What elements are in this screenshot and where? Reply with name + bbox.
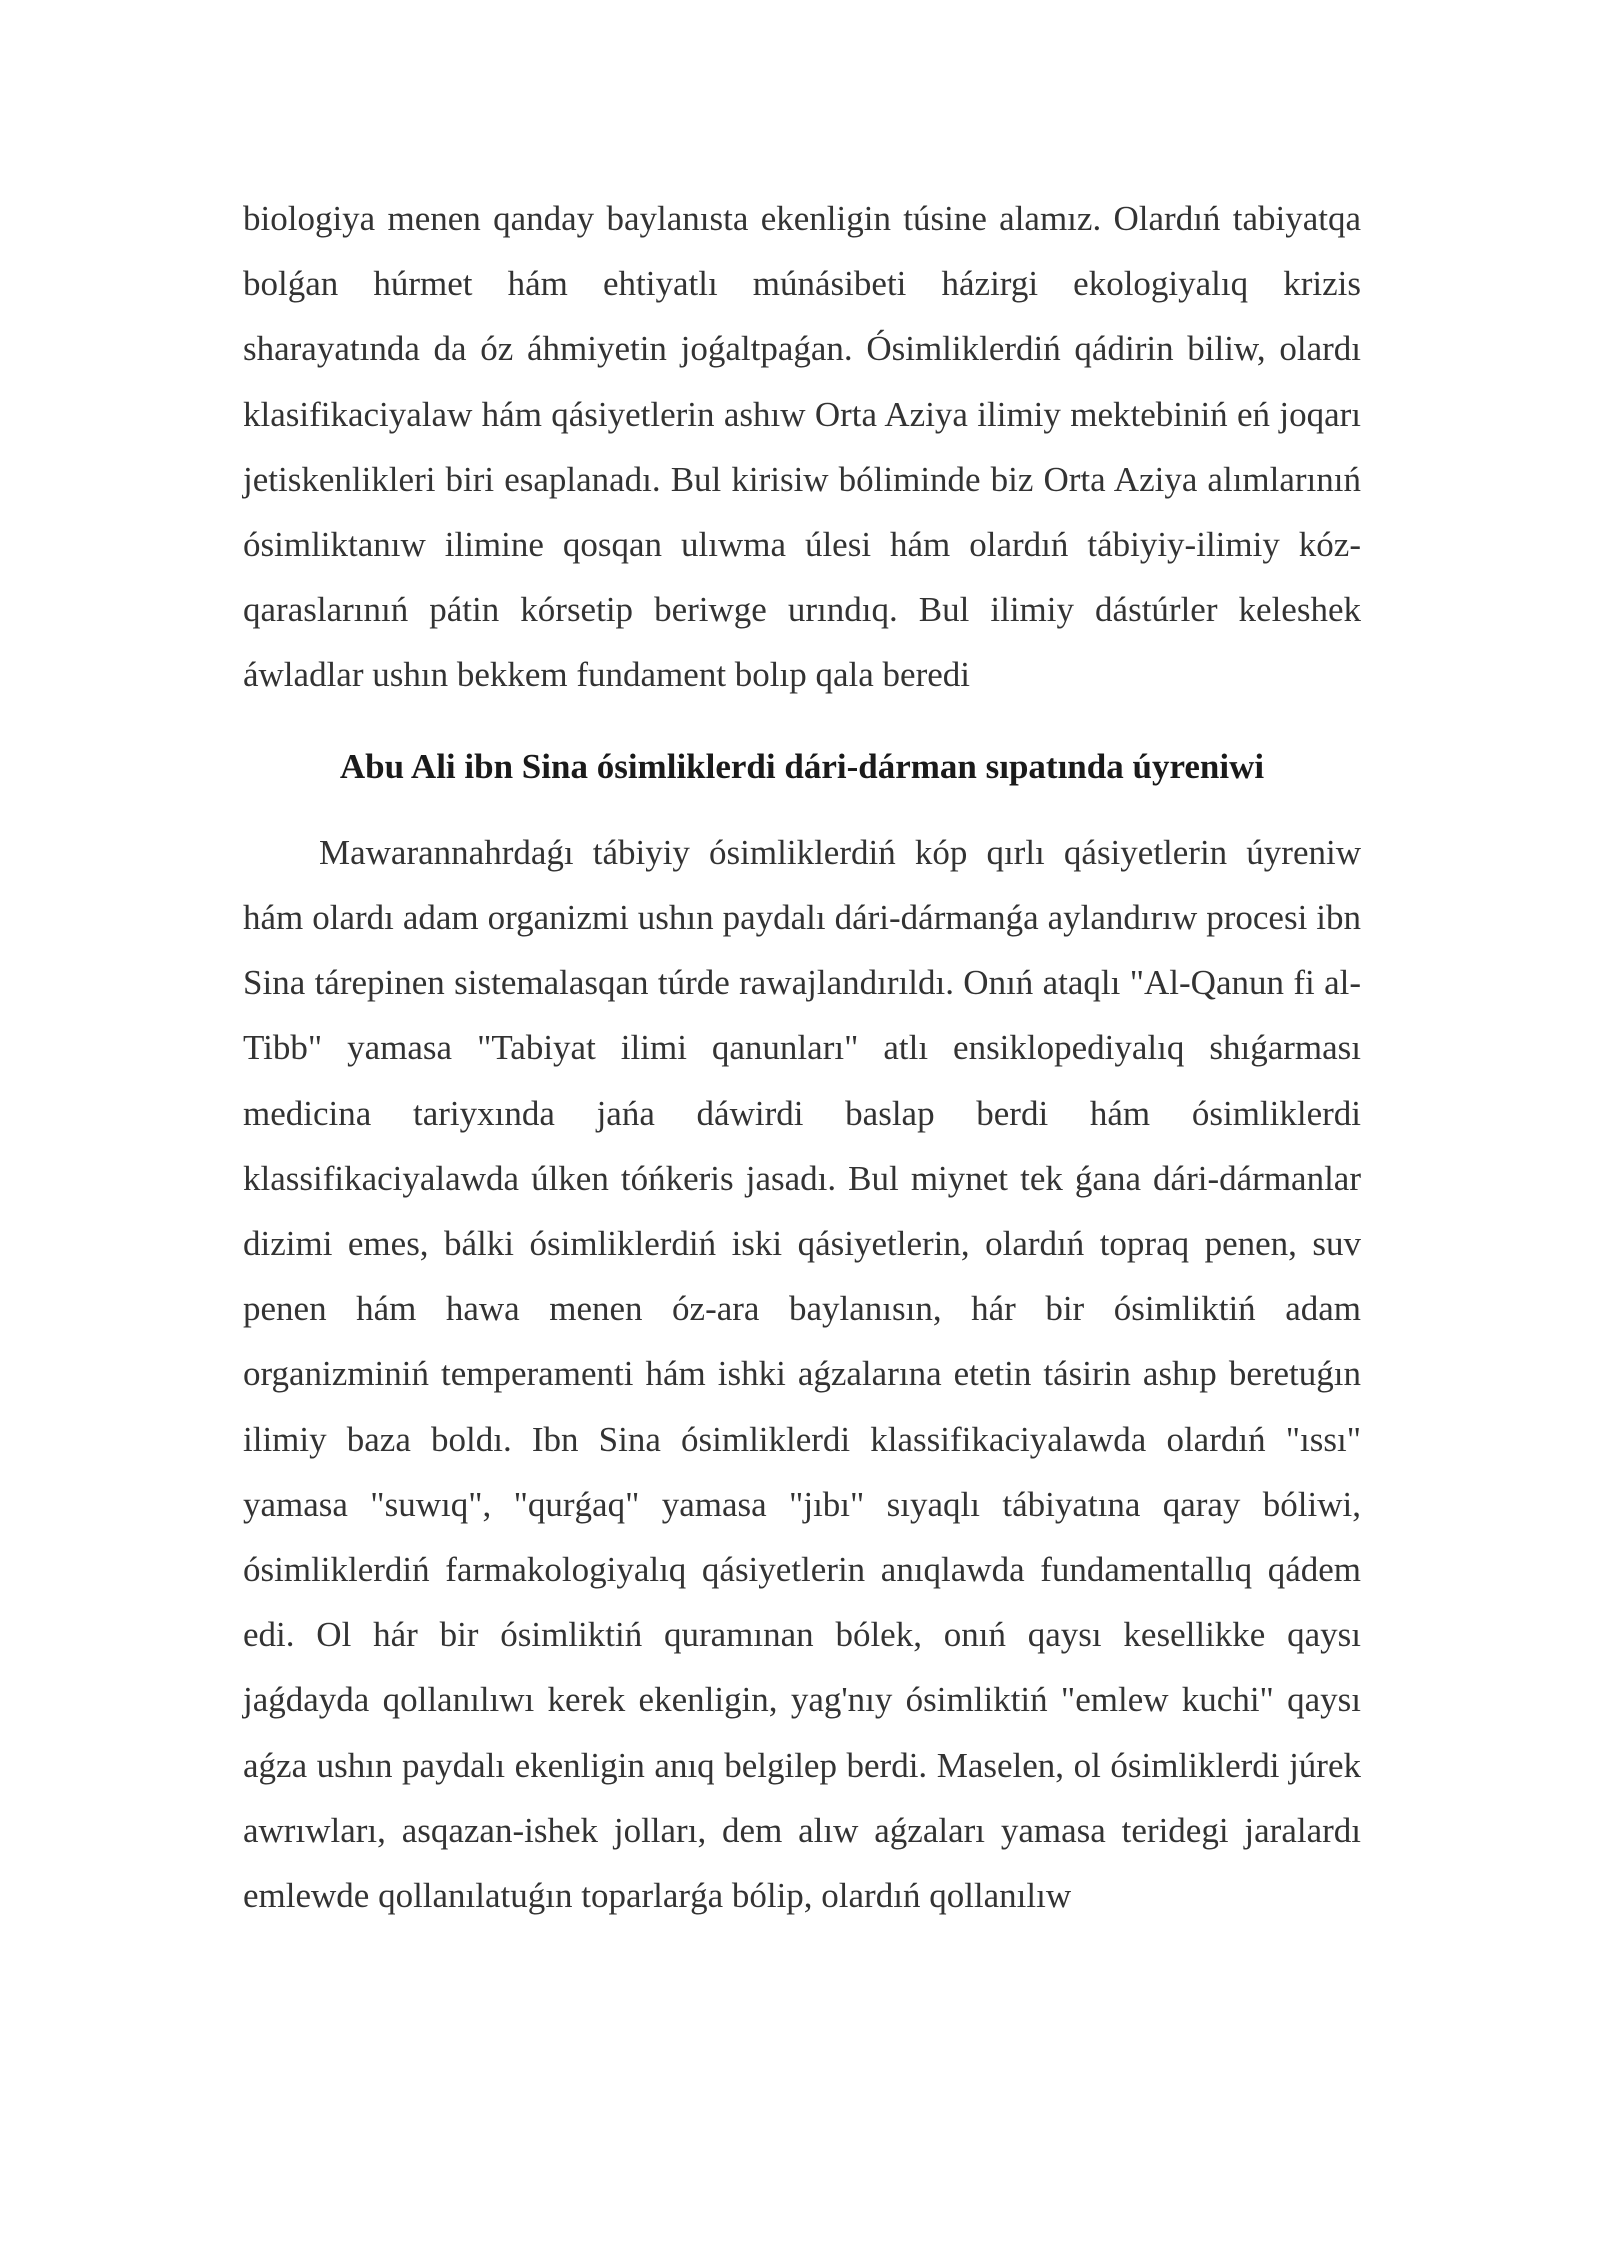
text-column (243, 186, 1361, 1928)
intro-paragraph: biologiya menen qanday baylanısta ekenligin túsine alamız. Olardıń tabiyatqa bolǵan húrmet hám ehtiyatlı múnásibeti házirgi ekologiyalıq krizis sharayatında da óz áhmiyetin joǵaltpaǵan. Ósimliklerdiń qádirin biliw, olardı klasifikaciyalaw hám qásiyetlerin ashıw Orta Aziya ilimiy mektebiniń eń joqarı jetiskenlikleri biri esaplanadı. Bul kirisiw bóliminde biz Orta Aziya alımlarınıń ósimliktanıw ilimine qosqan ulıwma úlesi hám olardıń tábiyiy-ilimiy kóz-qaraslarınıń pátin kórsetip beriwge urındıq. Bul ilimiy dástúrler keleshek áwladlar ushın bekkem fundament bolıp qala beredi (243, 199, 1361, 695)
section-paragraph: Mawarannahrdaǵı tábiyiy ósimliklerdiń kóp qırlı qásiyetlerin úyreniw hám olardı adam organizmi ushın paydalı dári-dármanǵa aylandırıw procesi ibn Sina tárepinen sistemalasqan túrde rawajlandırıldı. Onıń ataqlı "Al-Qanun fi al-Tibb" yamasa "Tabiyat ilimi qanunları" atlı ensiklopediyalıq shıǵarması medicina tariyxında jańa dáwirdi baslap berdi hám ósimliklerdi klassifikaciyalawda úlken tóńkeris jasadı. Bul miynet tek ǵana dári-dármanlar dizimi emes, bálki ósimliklerdiń iski qásiyetlerin, olardıń topraq penen, suv penen hám hawa menen óz-ara baylanısın, hár bir ósimliktiń adam organizminiń temperamenti hám ishki aǵzalarına etetin tásirin ashıp beretuǵın ilimiy baza boldı. Ibn Sina ósimliklerdi klassifikaciyalawda olardıń "ıssı" yamasa "suwıq", "qurǵaq" yamasa "jıbı" sıyaqlı tábiyatına qaray bóliwi, ósimliklerdiń farmakologiyalıq qásiyetlerin anıqlawda fundamentallıq qádem edi. Ol hár bir ósimliktiń quramınan bólek, onıń qaysı kesellikke qaysı jaǵdayda qollanılıwı kerek ekenligin, yag'nıy ósimliktiń "emlew kuchi" qaysı aǵza ushın paydalı ekenligin anıq belgilep berdi. Maselen, ol ósimliklerdi júrek awrıwları, asqazan-ishek jolları, dem alıw aǵzaları yamasa teridegi jaralardı emlewde qollanılatuǵın toparlarǵa bólip, olardıń qollanılıw (243, 832, 1361, 1916)
section-heading: Abu Ali ibn Sina ósimliklerdi dári-dárman sıpatında úyreniwi (339, 746, 1265, 786)
